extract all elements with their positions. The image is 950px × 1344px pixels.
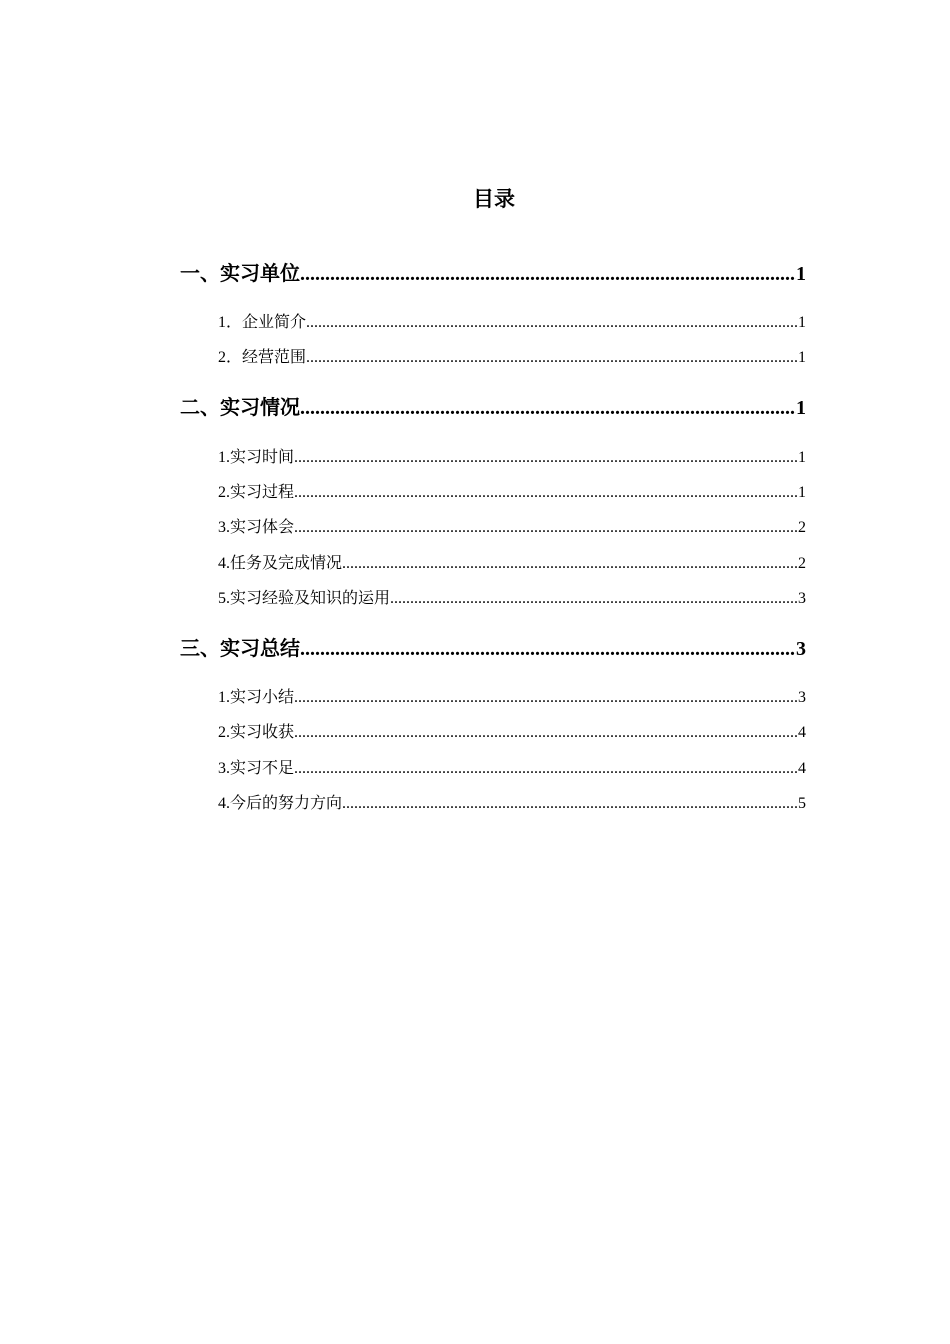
toc-entry-3-1[interactable] <box>218 686 806 712</box>
toc-page-number: 1 <box>798 484 806 501</box>
toc-section-label: 三、实习总结 <box>180 636 300 660</box>
toc-entry-label: 1．企业简介 <box>218 314 307 331</box>
toc-section-2[interactable] <box>180 392 806 424</box>
toc-entry-2-5[interactable] <box>218 587 806 613</box>
toc-entry-2-3[interactable] <box>218 516 806 542</box>
toc-dot-leader <box>294 757 798 781</box>
toc-title: 目录 <box>473 187 515 211</box>
toc-page-number: 3 <box>798 689 806 706</box>
toc-entry-3-2[interactable] <box>218 721 806 747</box>
toc-entry-label: 4.任务及完成情况 <box>218 555 343 572</box>
toc-page-number: 3 <box>798 590 806 607</box>
toc-entry-3-3[interactable] <box>218 757 806 783</box>
toc-section-label: 二、实习情况 <box>180 395 300 419</box>
toc-dot-leader <box>294 446 798 470</box>
toc-page-number: 2 <box>798 555 806 572</box>
toc-page-number: 1 <box>796 263 806 285</box>
toc-section-3[interactable] <box>180 633 806 665</box>
toc-entry-label: 1.实习小结 <box>218 689 295 706</box>
toc-dot-leader <box>300 393 796 423</box>
toc-entry-2-4[interactable] <box>218 552 806 578</box>
toc-entry-2-2[interactable] <box>218 481 806 507</box>
toc-dot-leader <box>342 792 798 816</box>
toc-entry-label: 1.实习时间 <box>218 449 295 466</box>
toc-entry-label: 5.实习经验及知识的运用 <box>218 590 391 607</box>
toc-dot-leader <box>306 346 798 370</box>
toc-section-label: 一、实习单位 <box>180 261 300 285</box>
toc-page-number: 3 <box>796 638 806 660</box>
toc-page-number: 4 <box>798 760 806 777</box>
toc-dot-leader <box>306 311 798 335</box>
toc-entry-label: 3.实习不足 <box>218 760 295 777</box>
toc-dot-leader <box>294 721 798 745</box>
toc-dot-leader <box>342 552 798 576</box>
toc-entry-1-2[interactable] <box>218 346 806 372</box>
toc-dot-leader <box>300 634 796 664</box>
toc-page-number: 1 <box>798 349 806 366</box>
toc-entry-2-1[interactable] <box>218 446 806 472</box>
toc-page-number: 5 <box>798 795 806 812</box>
toc-section-1[interactable] <box>180 258 806 290</box>
toc-dot-leader <box>294 516 798 540</box>
toc-entry-label: 2.实习过程 <box>218 484 295 501</box>
toc-entry-label: 3.实习体会 <box>218 519 295 536</box>
toc-entry-1-1[interactable] <box>218 311 806 337</box>
toc-entry-3-4[interactable] <box>218 792 806 818</box>
toc-page-number: 2 <box>798 519 806 536</box>
toc-entry-label: 4.今后的努力方向 <box>218 795 343 812</box>
toc-entry-label: 2．经营范围 <box>218 349 307 366</box>
toc-dot-leader <box>390 587 798 611</box>
toc-page-number: 4 <box>798 724 806 741</box>
toc-dot-leader <box>294 481 798 505</box>
toc-dot-leader <box>300 259 796 289</box>
toc-page-number: 1 <box>796 397 806 419</box>
toc-entry-label: 2.实习收获 <box>218 724 295 741</box>
toc-page-number: 1 <box>798 449 806 466</box>
toc-page-number: 1 <box>798 314 806 331</box>
toc-dot-leader <box>294 686 798 710</box>
